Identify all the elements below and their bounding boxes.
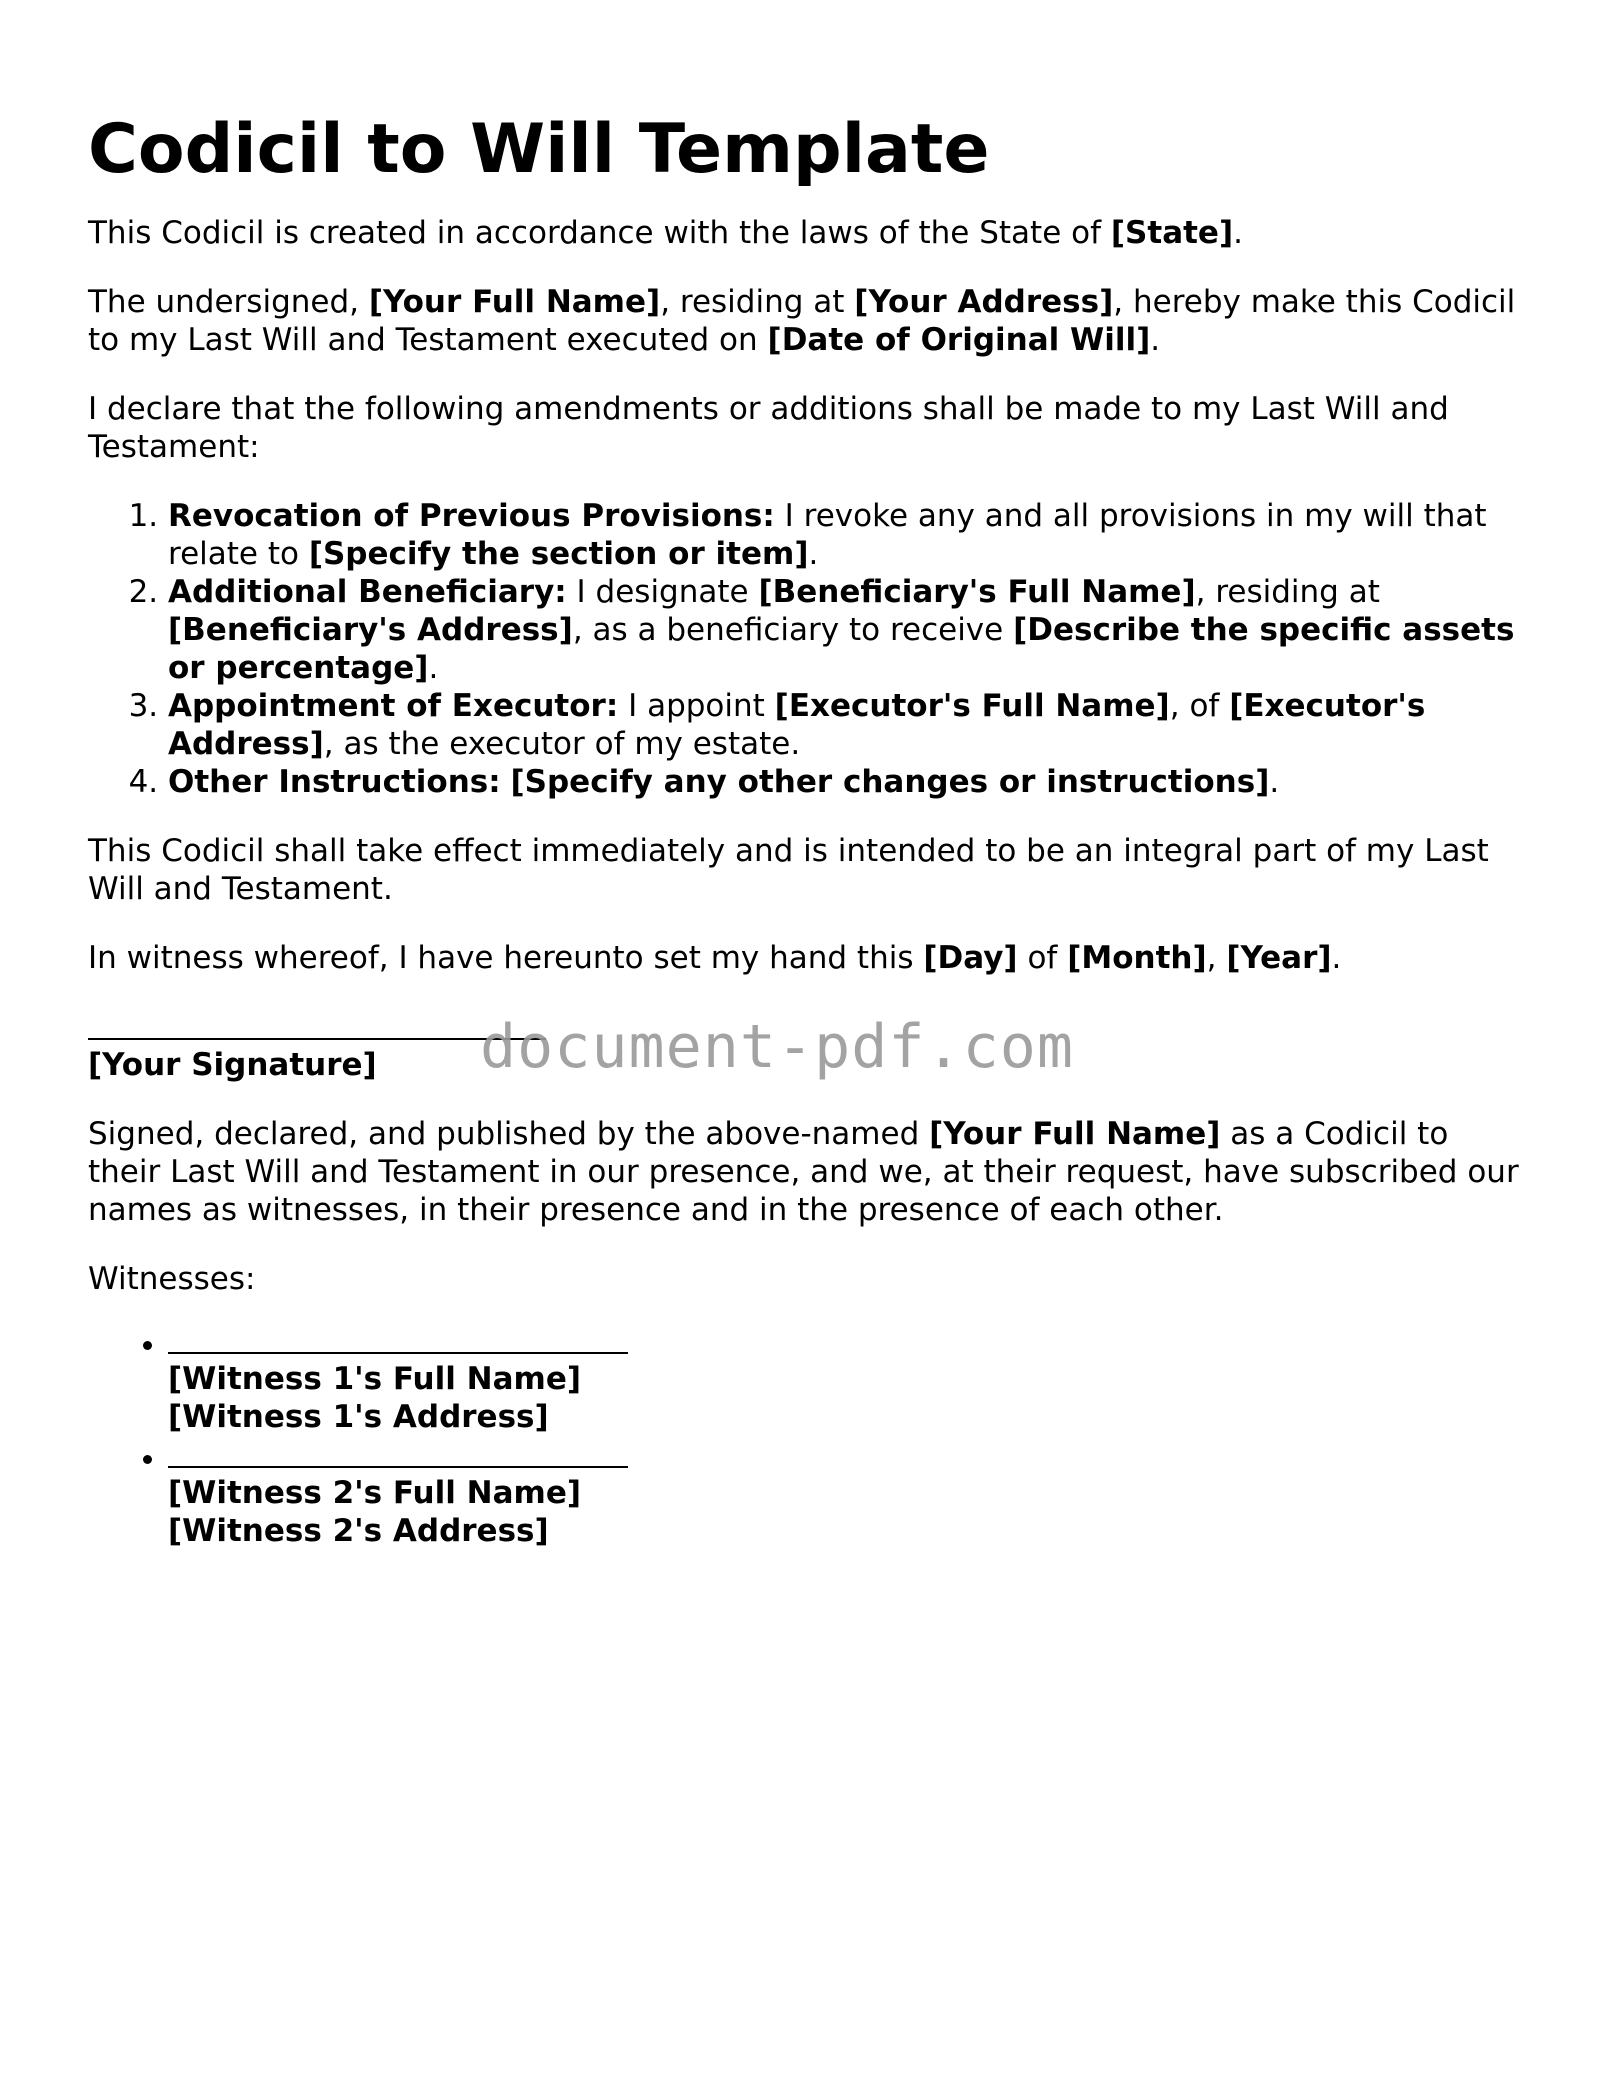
- amendment-text: [501, 764, 511, 800]
- witness-item: [168, 1436, 1528, 1550]
- witness-name: [Witness 2's Full Name]: [168, 1475, 582, 1511]
- intro-paragraph: [88, 283, 1528, 359]
- amendment-text: , of: [1169, 688, 1230, 724]
- published-text: as a Codicil to their Last Will and Testament in our presence, and we, at their request, have subscribed our names as witnesses, in their presence and in the presence of each other.: [88, 1116, 1519, 1228]
- state-paragraph: [88, 214, 1528, 252]
- amendment-text: , as a beneficiary to receive: [572, 612, 1014, 648]
- amendment-end: .: [1269, 764, 1280, 800]
- assets-placeholder: [Describe the specific assets or percentage]: [168, 612, 1515, 686]
- amendment-text: , residing at: [1195, 574, 1380, 610]
- intro-text-3: , hereby make this Codicil to my Last Will and Testament executed on: [88, 284, 1516, 358]
- document-page: [88, 110, 1528, 1550]
- your-name-placeholder: [Your Full Name]: [368, 284, 661, 320]
- beneficiary-name-placeholder: [Beneficiary's Full Name]: [758, 574, 1196, 610]
- amendment-label: Other Instructions:: [168, 764, 501, 800]
- witness-item: [168, 1322, 1528, 1436]
- your-name-placeholder: [Your Full Name]: [929, 1116, 1221, 1152]
- amendment-text: I appoint: [618, 688, 775, 724]
- witness-address: [Witness 1's Address]: [168, 1399, 549, 1435]
- signature-label: [Your Signature]: [88, 1047, 377, 1083]
- whereof-text: of: [1017, 940, 1068, 976]
- beneficiary-address-placeholder: [Beneficiary's Address]: [168, 612, 573, 648]
- amendment-item: [168, 573, 1528, 687]
- month-placeholder: [Month]: [1067, 940, 1207, 976]
- whereof-end: .: [1331, 940, 1342, 976]
- published-paragraph: [88, 1115, 1528, 1229]
- state-end: .: [1233, 215, 1243, 251]
- whereof-text: ,: [1206, 940, 1227, 976]
- watermark-text: document-pdf.com: [480, 1012, 1074, 1082]
- original-will-date-placeholder: [Date of Original Will]: [767, 322, 1151, 358]
- instructions-placeholder: [Specify any other changes or instructions]: [510, 764, 1270, 800]
- amendment-label: Additional Beneficiary:: [168, 574, 567, 610]
- state-text: This Codicil is created in accordance with the laws of the State of: [88, 215, 1111, 251]
- amendment-end: .: [808, 536, 819, 572]
- intro-text-1: The undersigned,: [88, 284, 369, 320]
- witnesses-heading: Witnesses:: [88, 1261, 256, 1297]
- amendment-text: I revoke any and all provisions in my will that relate to: [168, 498, 1487, 572]
- witness-signature-line[interactable]: [168, 1436, 1528, 1474]
- published-text: Signed, declared, and published by the above-named: [88, 1116, 930, 1152]
- day-placeholder: [Day]: [923, 940, 1018, 976]
- witnesses-list: [88, 1322, 1528, 1550]
- executor-address-placeholder: [Executor's Address]: [168, 688, 1426, 762]
- amendments-list: [88, 497, 1528, 801]
- amendment-text: I designate: [566, 574, 759, 610]
- section-placeholder: [Specify the section or item]: [308, 536, 809, 572]
- amendment-item: [168, 687, 1528, 763]
- amendment-label: Revocation of Previous Provisions:: [168, 498, 775, 534]
- intro-end: .: [1150, 322, 1161, 358]
- amendment-item: [168, 497, 1528, 573]
- witness-signature-line[interactable]: [168, 1322, 1528, 1360]
- document-title: Codicil to Will Template: [88, 110, 990, 189]
- amendment-text: , as the executor of my estate.: [323, 726, 801, 762]
- amendment-label: Appointment of Executor:: [168, 688, 619, 724]
- declare-paragraph: I declare that the following amendments or additions shall be made to my Last Will and Testament:: [88, 391, 1449, 465]
- intro-text-2: , residing at: [660, 284, 855, 320]
- amendment-end: .: [428, 650, 439, 686]
- witness-address: [Witness 2's Address]: [168, 1513, 549, 1549]
- amendment-item: [168, 763, 1528, 801]
- witness-whereof-paragraph: [88, 939, 1528, 977]
- witness-name: [Witness 1's Full Name]: [168, 1361, 582, 1397]
- effect-paragraph: This Codicil shall take effect immediately and is intended to be an integral part of my Last Will and Testament.: [88, 833, 1489, 907]
- your-address-placeholder: [Your Address]: [854, 284, 1114, 320]
- state-placeholder: [State]: [1110, 215, 1234, 251]
- year-placeholder: [Year]: [1226, 940, 1332, 976]
- executor-name-placeholder: [Executor's Full Name]: [774, 688, 1170, 724]
- whereof-text: In witness whereof, I have hereunto set my hand this: [88, 940, 924, 976]
